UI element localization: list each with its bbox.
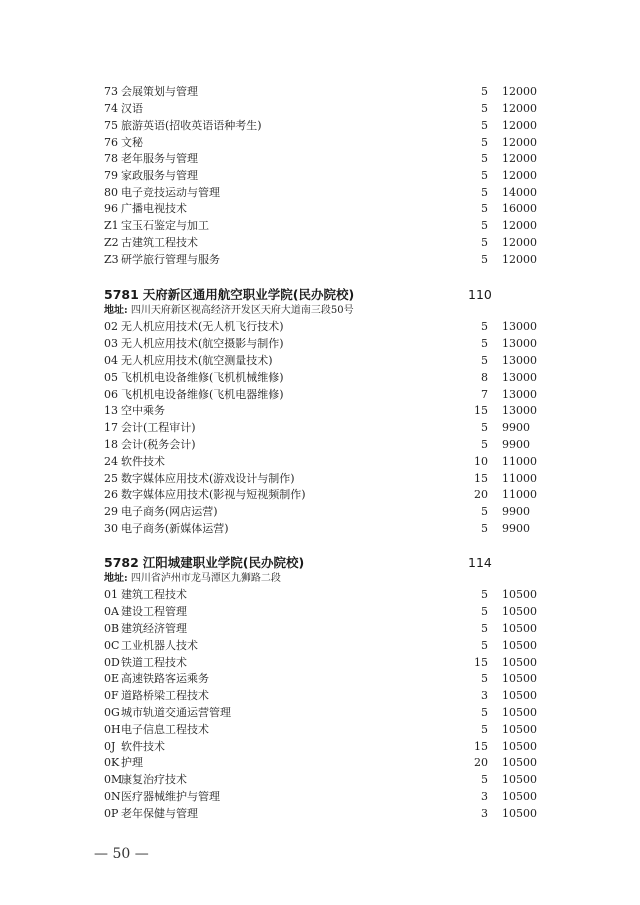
- table-row: 26 数字媒体应用技术(影视与短视频制作) 20 11000: [104, 488, 537, 501]
- address-text: 四川天府新区视高经济开发区天府大道南三段50号: [130, 305, 354, 316]
- address-text: 四川省泸州市龙马潭区九狮路二段: [130, 573, 281, 584]
- table-row: 0B 建筑经济管理 5 10500: [104, 622, 537, 635]
- school-total-plan: 110: [468, 287, 492, 302]
- table-row: 78 老年服务与管理 5 12000: [104, 152, 537, 165]
- table-row: 0H 电子信息工程技术 5 10500: [104, 723, 537, 736]
- table-row: 29 电子商务(网店运营) 5 9900: [104, 505, 530, 518]
- school-code: 5782: [104, 555, 139, 570]
- table-row: 0P 老年保健与管理 3 10500: [104, 807, 537, 820]
- school-name: 天府新区通用航空职业学院(民办院校): [142, 287, 355, 302]
- table-row: 02 无人机应用技术(无人机飞行技术) 5 13000: [104, 320, 537, 333]
- school-address: [104, 303, 354, 319]
- table-row: 0K 护理 20 10500: [104, 756, 537, 769]
- address-label: 地址:: [104, 305, 128, 316]
- table-row: 04 无人机应用技术(航空测量技术) 5 13000: [104, 354, 537, 367]
- table-row: 25 数字媒体应用技术(游戏设计与制作) 15 11000: [104, 472, 537, 485]
- table-row: 17 会计(工程审计) 5 9900: [104, 421, 530, 434]
- table-row: 18 会计(税务会计) 5 9900: [104, 438, 530, 451]
- school-code: 5781: [104, 287, 139, 302]
- table-row: 75 旅游英语(招收英语语种考生) 5 12000: [104, 119, 537, 132]
- address-label: 地址:: [104, 573, 128, 584]
- table-row: 74 汉语 5 12000: [104, 102, 537, 115]
- table-row: 73 会展策划与管理 5 12000: [104, 85, 537, 98]
- table-row: 80 电子竞技运动与管理 5 14000: [104, 186, 537, 199]
- table-row: 06 飞机机电设备维修(飞机电器维修) 7 13000: [104, 388, 537, 401]
- table-row: 0J 软件技术 15 10500: [104, 740, 537, 753]
- table-row: 96 广播电视技术 5 16000: [104, 202, 537, 215]
- school-total-plan: 114: [468, 555, 492, 570]
- table-row: 01 建筑工程技术 5 10500: [104, 588, 537, 601]
- table-row: Z2 古建筑工程技术 5 12000: [104, 236, 537, 249]
- table-row: 76 文秘 5 12000: [104, 136, 537, 149]
- table-row: Z3 研学旅行管理与服务 5 12000: [104, 253, 537, 266]
- table-row: 0G 城市轨道交通运营管理 5 10500: [104, 706, 537, 719]
- table-row: 79 家政服务与管理 5 12000: [104, 169, 537, 182]
- table-row: 0F 道路桥梁工程技术 3 10500: [104, 689, 537, 702]
- table-row: 0C 工业机器人技术 5 10500: [104, 639, 537, 652]
- table-row: 05 飞机机电设备维修(飞机机械维修) 8 13000: [104, 371, 537, 384]
- table-row: 24 软件技术 10 11000: [104, 455, 537, 468]
- table-row: 0M 康复治疗技术 5 10500: [104, 773, 537, 786]
- table-row: 0N 医疗器械维护与管理 3 10500: [104, 790, 537, 803]
- table-row: 0D 铁道工程技术 15 10500: [104, 656, 537, 669]
- school-name: 江阳城建职业学院(民办院校): [142, 555, 305, 570]
- table-row: 13 空中乘务 15 13000: [104, 404, 537, 417]
- table-row: 30 电子商务(新媒体运营) 5 9900: [104, 522, 530, 535]
- table-row: 0A 建设工程管理 5 10500: [104, 605, 537, 618]
- page-number: — 50 —: [94, 846, 149, 862]
- school-address: [104, 571, 281, 587]
- table-row: Z1 宝玉石鉴定与加工 5 12000: [104, 219, 537, 232]
- table-row: 03 无人机应用技术(航空摄影与制作) 5 13000: [104, 337, 537, 350]
- table-row: 0E 高速铁路客运乘务 5 10500: [104, 672, 537, 685]
